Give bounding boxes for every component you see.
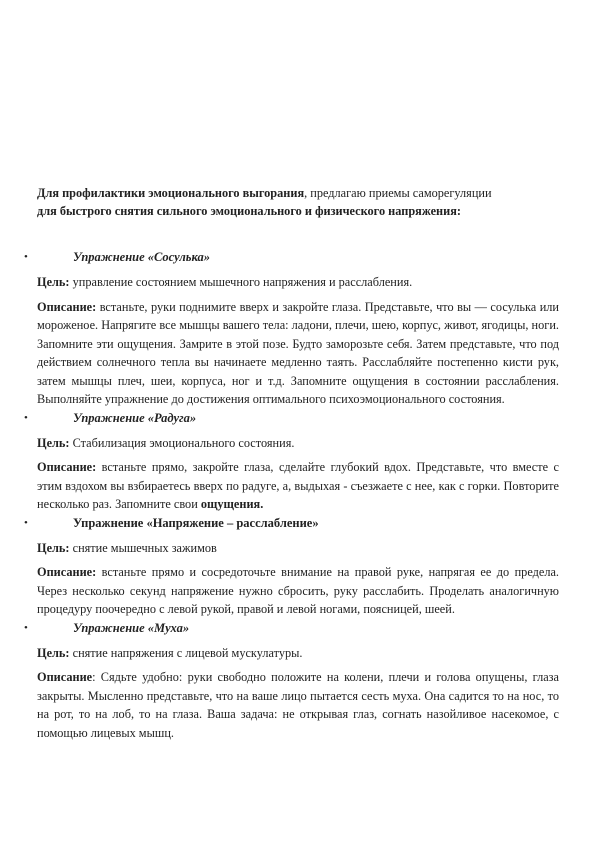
goal-text: снятие мышечных зажимов [69, 540, 217, 555]
goal-label: Цель: [37, 275, 70, 289]
exercise-goal [37, 644, 559, 663]
goal-text: Стабилизация эмоционального состояния. [69, 435, 295, 450]
description-text: встаньте прямо, закройте глаза, сделайте глубокий вдох. Представьте, что вместе с этим вздохом вы взбираетесь вверх по радуге, а, выдыхая - съезжаете с нее, как с горки. Повторите несколько раз. Запомните свои [37, 460, 559, 511]
exercise-section [24, 619, 559, 743]
exercise-goal [37, 273, 559, 292]
description-label: Описание: [37, 299, 97, 314]
exercise-heading [24, 248, 559, 267]
exercise-goal [37, 434, 559, 453]
exercise-heading [24, 619, 559, 638]
intro-bold-lead: Для профилактики эмоционального выгорания [37, 186, 305, 200]
description-bold-tail: ощущения. [200, 497, 264, 511]
exercise-title: Упражнение «Муха» [73, 620, 190, 635]
exercise-section [24, 409, 559, 514]
description-label: Описание: [37, 565, 97, 579]
bullet-icon: • [24, 621, 28, 634]
intro-paragraph [37, 184, 559, 220]
goal-label: Цель: [37, 435, 70, 450]
exercise-title: Упражнение «Напряжение – расслабление» [73, 515, 319, 530]
exercise-description [37, 458, 559, 514]
goal-text: снятие напряжения с лицевой мускулатуры. [69, 645, 303, 660]
description-text: встаньте прямо и сосредоточьте внимание на правой руке, напрягая ее до предела. Через несколько секунд напряжение нужно сбросить, руку расслабить. Проделать аналогичную процедуру поочередно с левой рукой, правой и левой ногами, поясницей, шеей. [37, 565, 559, 616]
description-text: : Сядьте удобно: руки свободно положите на колени, плечи и голова опущены, глаза закрыты. Мысленно представьте, что на ваше лицо пытается сесть муха. Она садится то на нос, то на рот, то на лоб, то на глаза. Ваша задача: не открывая глаз, согнать назойливое насекомое, с помощью лицевых мышц. [37, 670, 559, 740]
exercise-goal [37, 539, 559, 558]
exercise-section [24, 514, 559, 619]
description-label: Описание [37, 670, 93, 684]
exercise-section [24, 248, 559, 409]
description-label: Описание: [37, 460, 97, 474]
exercise-title: Упражнение «Радуга» [73, 410, 197, 425]
bullet-icon: • [24, 516, 28, 529]
goal-text: управление состоянием мышечного напряжения и расслабления. [69, 275, 413, 289]
exercise-heading [24, 409, 559, 428]
exercise-heading [24, 514, 559, 533]
goal-label: Цель: [37, 540, 70, 555]
document-body [24, 184, 559, 742]
exercise-description [37, 298, 559, 409]
bullet-icon: • [24, 251, 28, 263]
goal-label: Цель: [37, 645, 70, 660]
exercise-description [37, 668, 559, 742]
intro-text: , предлагаю приемы саморегуляции [304, 186, 492, 200]
description-text: встаньте, руки поднимите вверх и закройте глаза. Представьте, что вы — сосулька или мороженое. Напрягите все мышцы вашего тела: ладони, плечи, шею, корпус, живот, ягодицы, ноги. Запомните эти ощущения. Замрите в этой позе. Будто заморозьте себя. Затем представьте, что под действием солнечного тепла вы начинаете медленно таять. Расслабляйте постепенно кисти рук, затем мышцы плеч, шеи, корпуса, ног и т.д. Запомните ощущения в состоянии расслабления. Выполняйте упражнение до достижения оптимального психоэмоционального состояния. [37, 299, 559, 406]
exercise-title: Упражнение «Сосулька» [73, 250, 211, 264]
intro-bold-tail: для быстрого снятия сильного эмоционального и физического напряжения: [37, 204, 461, 218]
bullet-icon: • [24, 411, 28, 424]
exercise-description [37, 563, 559, 619]
